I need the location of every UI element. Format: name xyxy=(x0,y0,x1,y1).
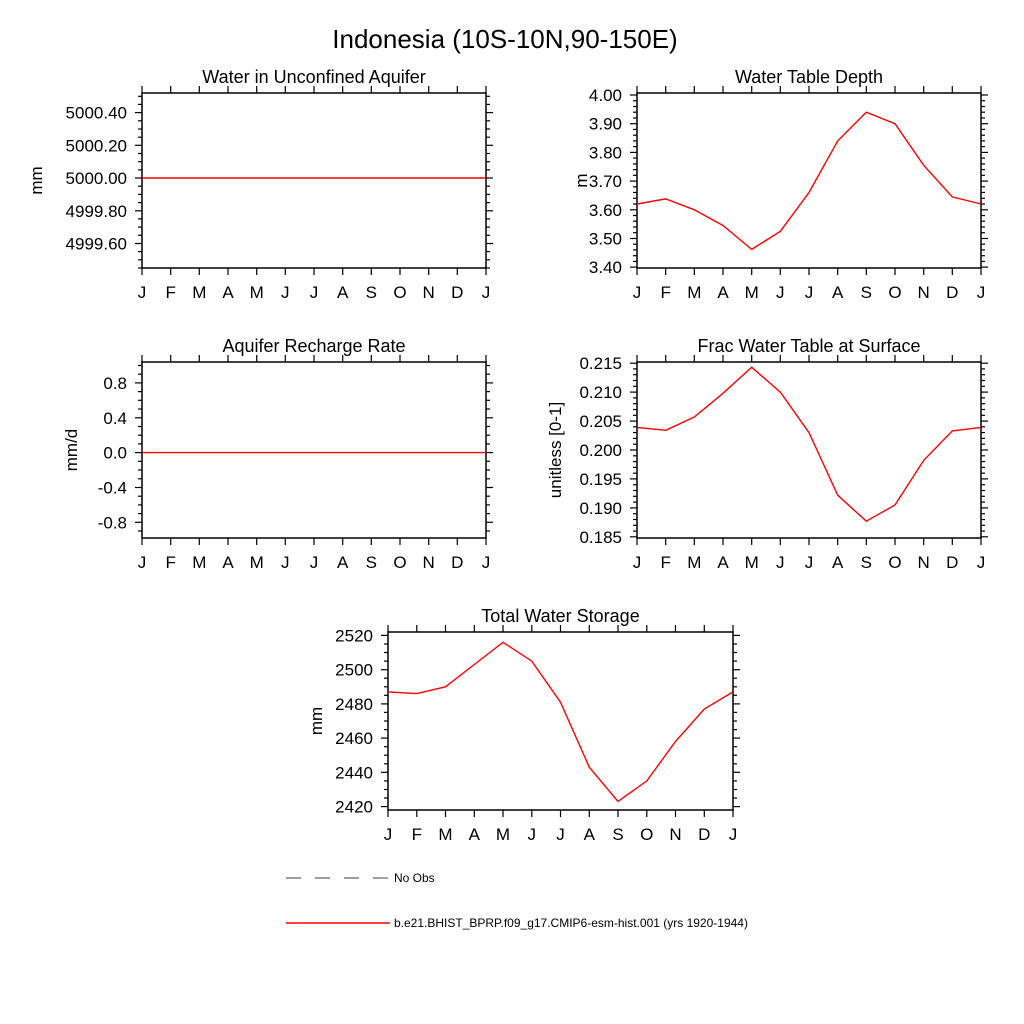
x-tick-label: M xyxy=(744,282,759,302)
y-tick-label: 5000.20 xyxy=(65,136,127,156)
total-water-storage-chart xyxy=(307,606,740,844)
y-tick-label: -0.4 xyxy=(97,478,127,498)
x-tick-label: J xyxy=(281,552,290,572)
x-tick-label: J xyxy=(804,552,814,572)
page-title: Indonesia (10S-10N,90-150E) xyxy=(332,24,678,54)
legend-label-no-obs: No Obs xyxy=(394,871,435,885)
x-tick-label: A xyxy=(468,824,480,844)
x-tick-label: S xyxy=(612,824,624,844)
y-tick-label: 0.215 xyxy=(579,354,622,374)
aquifer-recharge-rate-chart xyxy=(62,336,493,572)
y-tick-label: 0.210 xyxy=(579,383,622,403)
model-solid-line-icon xyxy=(285,915,391,931)
panel-title: Water in Unconfined Aquifer xyxy=(202,67,426,87)
x-tick-label: F xyxy=(165,282,176,302)
x-tick-label: S xyxy=(365,282,377,302)
y-tick-label: 0.195 xyxy=(579,469,622,489)
x-tick-label: S xyxy=(860,552,872,572)
x-tick-label: A xyxy=(222,552,234,572)
x-tick-label: J xyxy=(527,824,537,844)
no-obs-dashed-line-icon xyxy=(285,870,391,886)
x-tick-label: J xyxy=(137,282,147,302)
y-tick-label: 3.70 xyxy=(588,172,622,192)
x-tick-label: J xyxy=(481,552,491,572)
x-tick-label: J xyxy=(309,282,319,302)
x-tick-label: J xyxy=(976,282,986,302)
y-tick-label: 3.40 xyxy=(588,258,622,278)
y-tick-label: 2500 xyxy=(335,660,373,680)
x-tick-label: J xyxy=(281,282,290,302)
y-tick-label: 2520 xyxy=(335,626,373,646)
y-tick-label: 0.0 xyxy=(103,443,127,463)
y-tick-label: 0.200 xyxy=(579,440,622,460)
x-tick-label: J xyxy=(728,824,738,844)
y-axis-unit-label: unitless [0-1] xyxy=(546,401,565,499)
x-tick-label: D xyxy=(451,552,464,572)
legend-item-no-obs xyxy=(285,870,435,886)
x-tick-label: J xyxy=(632,282,642,302)
x-tick-label: N xyxy=(422,282,435,302)
x-tick-label: N xyxy=(917,282,930,302)
x-tick-label: J xyxy=(776,552,785,572)
x-tick-label: D xyxy=(451,282,464,302)
y-tick-label: 0.8 xyxy=(103,373,127,393)
x-tick-label: J xyxy=(383,824,393,844)
x-tick-label: A xyxy=(717,552,729,572)
series-line xyxy=(637,112,981,249)
y-axis-unit-label: mm xyxy=(307,706,326,736)
x-tick-label: J xyxy=(976,552,986,572)
x-tick-label: F xyxy=(660,282,671,302)
x-tick-label: M xyxy=(249,552,264,572)
x-tick-label: S xyxy=(860,282,872,302)
y-tick-label: 4999.80 xyxy=(65,201,127,221)
x-tick-label: O xyxy=(888,552,902,572)
x-tick-label: O xyxy=(888,282,902,302)
x-tick-label: F xyxy=(411,824,422,844)
water-in-unconfined-aquifer-chart xyxy=(27,67,493,302)
y-tick-label: 2460 xyxy=(335,729,373,749)
x-tick-label: M xyxy=(495,824,511,844)
x-tick-label: J xyxy=(137,552,147,572)
legend-label-model-run: b.e21.BHIST_BPRP.f09_g17.CMIP6-esm-hist.001 (yrs 1920-1944) xyxy=(394,916,748,930)
y-tick-label: 2440 xyxy=(335,763,373,783)
legend-item-model-run xyxy=(285,915,748,931)
y-tick-label: 3.50 xyxy=(588,229,622,249)
panel-title: Water Table Depth xyxy=(734,67,884,87)
x-tick-label: J xyxy=(632,552,642,572)
plot-frame xyxy=(388,632,733,810)
y-tick-label: 5000.00 xyxy=(65,168,127,188)
x-tick-label: A xyxy=(832,282,844,302)
x-tick-label: D xyxy=(946,282,959,302)
y-tick-label: 0.185 xyxy=(579,527,622,547)
y-tick-label: 2420 xyxy=(335,797,373,817)
plot-frame xyxy=(637,93,981,268)
x-tick-label: N xyxy=(917,552,930,572)
x-tick-label: A xyxy=(717,282,729,302)
x-tick-label: J xyxy=(556,824,565,844)
y-axis-unit-label: mm/d xyxy=(62,428,81,472)
y-tick-label: -0.8 xyxy=(97,513,127,533)
x-tick-label: J xyxy=(481,282,491,302)
x-tick-label: J xyxy=(804,282,814,302)
y-tick-label: 5000.40 xyxy=(65,103,127,123)
y-axis-unit-label: mm xyxy=(27,166,46,195)
x-tick-label: F xyxy=(165,552,176,572)
plot-frame xyxy=(637,362,981,538)
y-tick-label: 3.90 xyxy=(588,114,622,134)
y-tick-label: 4.00 xyxy=(588,85,622,105)
x-tick-label: J xyxy=(309,552,319,572)
x-tick-label: N xyxy=(422,552,435,572)
x-tick-label: S xyxy=(365,552,377,572)
y-tick-label: 3.60 xyxy=(588,200,622,220)
plot-frame xyxy=(142,93,486,268)
y-tick-label: 2480 xyxy=(335,694,373,714)
x-tick-label: M xyxy=(744,552,759,572)
x-tick-label: M xyxy=(249,282,264,302)
x-tick-label: O xyxy=(393,552,407,572)
x-tick-label: A xyxy=(832,552,844,572)
panel-title: Aquifer Recharge Rate xyxy=(222,336,406,356)
x-tick-label: A xyxy=(337,552,349,572)
panel-title: Total Water Storage xyxy=(481,606,640,626)
x-tick-label: O xyxy=(393,282,407,302)
x-tick-label: J xyxy=(776,282,785,302)
y-tick-label: 3.80 xyxy=(588,143,622,163)
x-tick-label: N xyxy=(669,824,682,844)
y-axis-unit-label: m xyxy=(572,173,591,188)
x-tick-label: A xyxy=(222,282,234,302)
y-tick-label: 0.205 xyxy=(579,412,622,432)
x-tick-label: A xyxy=(583,824,595,844)
plot-frame xyxy=(142,362,486,538)
series-line xyxy=(637,367,981,521)
series-line xyxy=(388,642,733,801)
x-tick-label: M xyxy=(687,552,702,572)
y-tick-label: 0.4 xyxy=(103,408,127,428)
x-tick-label: M xyxy=(192,552,207,572)
x-tick-label: D xyxy=(946,552,959,572)
x-tick-label: F xyxy=(660,552,671,572)
y-tick-label: 0.190 xyxy=(579,498,622,518)
x-tick-label: M xyxy=(687,282,702,302)
x-tick-label: D xyxy=(698,824,711,844)
x-tick-label: O xyxy=(640,824,654,844)
water-table-depth-chart xyxy=(572,67,988,302)
y-tick-label: 4999.60 xyxy=(65,234,127,254)
x-tick-label: M xyxy=(438,824,453,844)
x-tick-label: M xyxy=(192,282,207,302)
x-tick-label: A xyxy=(337,282,349,302)
panel-title: Frac Water Table at Surface xyxy=(697,336,921,356)
frac-water-table-at-surface-chart xyxy=(546,336,988,572)
